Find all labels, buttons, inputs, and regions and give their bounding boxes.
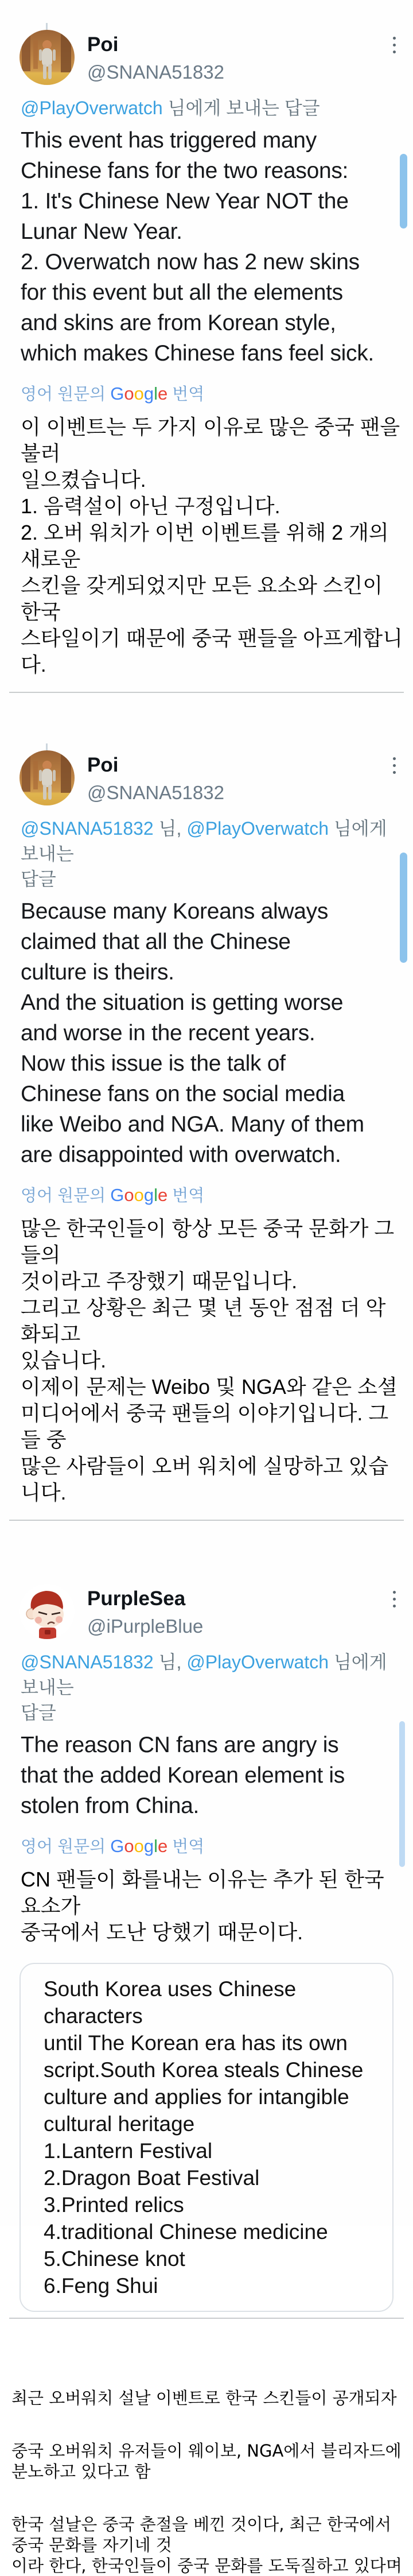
translation-line: 미디어에서 중국 팬들의 이야기입니다. 그들 중: [21, 1401, 389, 1451]
text-segment: l: [154, 1185, 158, 1205]
text-segment: G: [110, 384, 124, 404]
translation-line: 1. 음력설이 아닌 구정입니다.: [21, 494, 280, 518]
text-segment: 영어 원문의: [21, 1187, 111, 1205]
tweet-3-names: [87, 1584, 203, 1638]
tweet-text-line: This event has triggered many: [21, 128, 317, 153]
footer-paragraph: [11, 2388, 407, 2408]
text-segment: o: [124, 1185, 134, 1205]
avatar-graphic: [20, 30, 75, 85]
translation-line: 그리고 상황은 최근 몇 년 동안 점점 더 악화되고: [21, 1296, 386, 1346]
reply-context: [21, 816, 402, 892]
google-translate-label[interactable]: [21, 382, 413, 406]
translation-line: 이제이 문제는 Weibo 및 NGA와 같은 소셜: [21, 1375, 398, 1399]
tweet-1-header: [20, 30, 396, 85]
user-handle[interactable]: @iPurpleBlue: [87, 1616, 204, 1637]
footer-paragraph: [11, 2441, 407, 2482]
quote-card-line: 6.Feng Shui: [44, 2274, 158, 2298]
translation-line: 일으켰습니다.: [21, 468, 146, 491]
tweet-text-line: Now this issue is the talk of: [21, 1051, 286, 1076]
user-handle[interactable]: @SNANA51832: [87, 61, 224, 83]
reply-context: [21, 1649, 402, 1725]
tweet-text-line: claimed that all the Chinese: [21, 929, 291, 954]
scrollbar-thumb[interactable]: [399, 1721, 405, 1867]
scrollbar-thumb[interactable]: [400, 154, 407, 228]
footer-line: 최근 오버워치 설날 이벤트로 한국 스킨들이 공개되자: [11, 2388, 397, 2408]
kebab-menu-icon[interactable]: [393, 1584, 396, 1607]
tweet-text-line: Chinese fans on the social media: [21, 1082, 345, 1106]
reply-context-line: [21, 1649, 402, 1700]
quote-card-line: until The Korean era has its own: [44, 2031, 348, 2055]
text-segment: 영어 원문의: [21, 1838, 111, 1856]
quote-card-line: 4.traditional Chinese medicine: [44, 2220, 328, 2244]
reply-context: [21, 95, 402, 121]
translated-text: [21, 414, 404, 678]
text-segment: l: [154, 1836, 158, 1856]
reply-context-line: [21, 1700, 402, 1725]
reply-context-line: [21, 95, 402, 121]
translation-line: 스킨을 갖게되었지만 모든 요소와 스킨이 한국: [21, 574, 383, 623]
reply-context-line: [21, 816, 402, 866]
quote-card-line: 2.Dragon Boat Festival: [44, 2166, 260, 2190]
footer-paragraph: [11, 2514, 407, 2576]
footer-line: 중국 오버워치 유저들이 웨이보, NGA에서 블리자드에 분노하고 있다고 함: [11, 2441, 402, 2481]
reply-context-line: [21, 866, 402, 892]
text-segment: o: [134, 384, 144, 404]
translation-line: 이 이벤트는 두 가지 이유로 많은 중국 팬을 불러: [21, 415, 400, 465]
text-segment: o: [124, 1836, 134, 1856]
mention-link[interactable]: @SNANA51832: [21, 1652, 154, 1672]
kebab-menu-icon[interactable]: [393, 750, 396, 774]
footer-commentary: [0, 2319, 413, 2576]
overwatch-character-avatar[interactable]: [20, 750, 75, 805]
tweet-text-line: Because many Koreans always: [21, 899, 329, 924]
tweet-text-line: like Weibo and NGA. Many of them: [21, 1112, 364, 1137]
text-segment: e: [157, 384, 168, 404]
text-segment: o: [134, 1836, 144, 1856]
tweet-text: [21, 1730, 405, 1821]
tweet-text-line: The reason CN fans are angry is: [21, 1733, 339, 1757]
tweet-text-line: which makes Chinese fans feel sick.: [21, 341, 374, 366]
translation-line: 많은 한국인들이 항상 모든 중국 문화가 그들의: [21, 1217, 395, 1266]
mention-link[interactable]: @PlayOverwatch: [21, 98, 163, 118]
quote-card-line: 3.Printed relics: [44, 2193, 184, 2217]
quote-card-line: 5.Chinese knot: [44, 2247, 185, 2271]
cartoon-redhead-boy-avatar[interactable]: [20, 1584, 75, 1639]
tweet-2: [0, 693, 413, 1521]
display-name[interactable]: Poi: [87, 754, 119, 776]
translated-text: [21, 1866, 404, 1946]
thread-connector-line: [46, 743, 48, 750]
text-segment: g: [143, 1836, 154, 1856]
text-segment: 님에게 보내는: [21, 1652, 387, 1698]
text-segment: e: [157, 1185, 168, 1205]
display-name[interactable]: PurpleSea: [87, 1587, 186, 1610]
overwatch-character-avatar[interactable]: [20, 30, 75, 85]
tweet-text-line: culture is theirs.: [21, 960, 174, 985]
footer-line: 한국 설날은 중국 춘절을 베낀 것이다, 최근 한국에서 중국 문화를 자기네 것: [11, 2515, 392, 2555]
text-segment: 번역: [167, 385, 205, 404]
text-segment: 님에게 보내는 답글: [162, 98, 320, 118]
translation-line: 많은 사람들이 오버 워치에 실망하고 있습니다.: [21, 1454, 389, 1504]
kebab-menu-icon[interactable]: [393, 30, 396, 53]
avatar-graphic: [20, 750, 75, 805]
tweet-text-line: 1. It's Chinese New Year NOT the: [21, 189, 349, 214]
translation-line: 있습니다.: [21, 1349, 107, 1372]
quoted-text-card[interactable]: [20, 1963, 393, 2312]
text-segment: 번역: [167, 1187, 205, 1205]
tweet-text-line: are disappointed with overwatch.: [21, 1142, 341, 1167]
tweet-text-line: stolen from China.: [21, 1793, 200, 1818]
mention-link[interactable]: @PlayOverwatch: [186, 818, 329, 839]
tweet-2-names: [87, 750, 224, 804]
text-segment: g: [143, 1185, 154, 1205]
tweet-text-line: Chinese fans for the two reasons:: [21, 158, 349, 183]
translated-text: [21, 1215, 404, 1506]
text-segment: 님에게 보내는: [21, 818, 387, 864]
display-name[interactable]: Poi: [87, 33, 119, 56]
tweet-text-line: and skins are from Korean style,: [21, 311, 336, 335]
text-segment: G: [110, 1836, 124, 1856]
tweet-divider: [9, 2318, 404, 2319]
text-segment: 영어 원문의: [21, 385, 111, 404]
text-segment: 번역: [167, 1838, 205, 1856]
tweet-text-line: And the situation is getting worse: [21, 990, 344, 1015]
quote-card-line: script.South Korea steals Chinese: [44, 2058, 364, 2082]
google-translate-label[interactable]: [21, 1184, 413, 1207]
scrollbar-thumb[interactable]: [400, 853, 407, 963]
tweet-text: [21, 896, 405, 1170]
tweet-2-header: [20, 750, 396, 805]
text-segment: 님,: [153, 1652, 187, 1672]
thread-connector-line: [46, 23, 48, 30]
translation-line: CN 팬들이 화를내는 이유는 추가 된 한국 요소가: [21, 1868, 384, 1918]
text-segment: g: [143, 384, 154, 404]
google-translate-label[interactable]: [21, 1835, 413, 1858]
tweet-text: [21, 125, 405, 369]
quote-card-line: cultural heritage: [44, 2112, 195, 2136]
text-segment: 답글: [21, 869, 56, 889]
user-handle[interactable]: @SNANA51832: [87, 782, 224, 803]
footer-line: 이라 한다, 한국인들이 중국 문화를 도둑질하고 있다며: [11, 2556, 402, 2575]
tweet-text-line: that the added Korean element is: [21, 1763, 345, 1788]
avatar-graphic: [20, 1584, 75, 1639]
tweet-1-names: [87, 30, 224, 84]
quote-card-line: culture and applies for intangible: [44, 2085, 349, 2109]
text-segment: 님,: [153, 818, 187, 839]
quote-card-line: 1.Lantern Festival: [44, 2139, 213, 2163]
tweet-1: [0, 0, 413, 693]
text-segment: G: [110, 1185, 124, 1205]
tweet-text-line: 2. Overwatch now has 2 new skins: [21, 250, 360, 274]
mention-link[interactable]: @SNANA51832: [21, 818, 154, 839]
text-segment: e: [157, 1836, 168, 1856]
text-segment: o: [124, 384, 134, 404]
tweet-3-header: [20, 1584, 396, 1639]
tweet-text-line: for this event but all the elements: [21, 280, 343, 305]
quote-card-line: South Korea uses Chinese characters: [44, 1977, 297, 2028]
text-segment: o: [134, 1185, 144, 1205]
text-segment: 답글: [21, 1702, 56, 1723]
translation-line: 중국에서 도난 당했기 때문이다.: [21, 1920, 303, 1944]
translation-line: 스타일이기 때문에 중국 팬들을 아프게합니다.: [21, 626, 403, 676]
tweet-3: [0, 1521, 413, 2319]
translation-line: 2. 오버 워치가 이번 이벤트를 위해 2 개의 새로운: [21, 521, 389, 571]
tweet-text-line: and worse in the recent years.: [21, 1021, 315, 1045]
text-segment: l: [154, 384, 158, 404]
translation-line: 것이라고 주장했기 때문입니다.: [21, 1269, 298, 1293]
mention-link[interactable]: @PlayOverwatch: [186, 1652, 329, 1672]
tweet-text-line: Lunar New Year.: [21, 219, 182, 244]
